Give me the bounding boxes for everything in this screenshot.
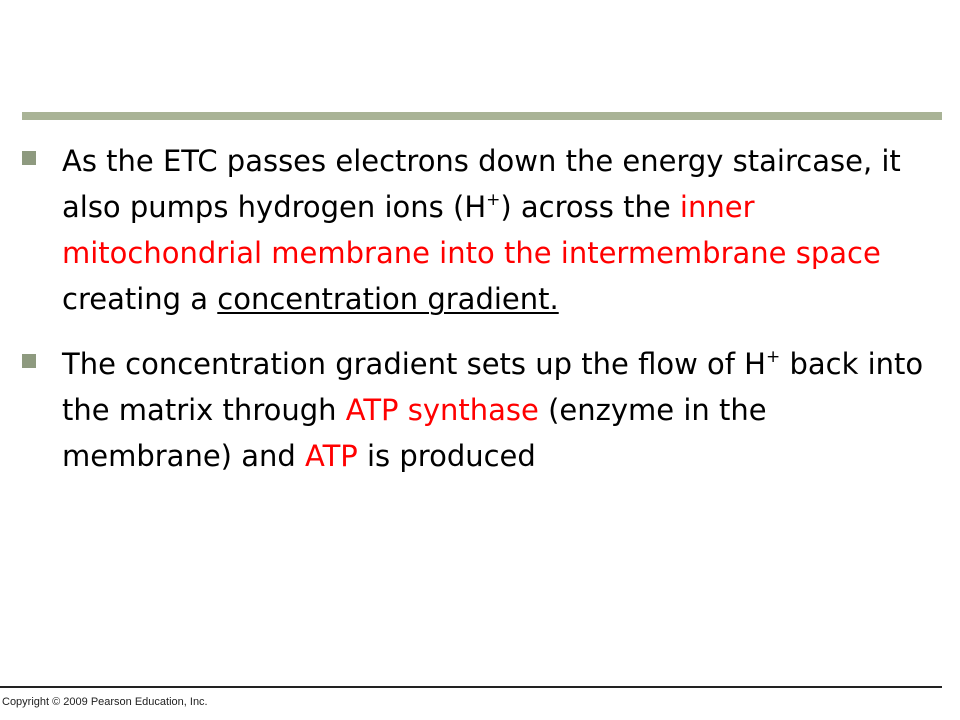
text-run: (enzyme in the membrane) and — [62, 393, 767, 473]
text-run: is produced — [357, 439, 536, 473]
superscript-plus: + — [486, 190, 501, 210]
text-run: As the ETC passes electrons down the energy staircase, it also pumps hydrogen ions (H — [62, 144, 901, 224]
top-divider — [22, 112, 942, 120]
superscript-plus: + — [766, 347, 781, 367]
bullet-list — [22, 138, 937, 498]
highlighted-term: ATP — [304, 439, 358, 473]
highlighted-term: inner mitochondrial membrane into the intermembrane space — [62, 190, 881, 270]
bullet-item-etc — [22, 138, 937, 322]
underlined-term: concentration gradient. — [217, 282, 559, 316]
text-run: ) across the — [500, 190, 680, 224]
bullet-text — [62, 347, 923, 473]
highlighted-term: ATP synthase — [345, 393, 539, 427]
copyright-notice: Copyright © 2009 Pearson Education, Inc. — [2, 696, 208, 708]
bullet-text — [62, 144, 901, 316]
footer-divider — [0, 686, 942, 688]
text-run: The concentration gradient sets up the flow of H — [62, 347, 766, 381]
text-run: creating a — [62, 282, 218, 316]
bullet-item-gradient — [22, 341, 937, 479]
square-bullet-icon — [22, 151, 36, 165]
square-bullet-icon — [22, 354, 36, 368]
text-run: back into the matrix through — [62, 347, 924, 427]
